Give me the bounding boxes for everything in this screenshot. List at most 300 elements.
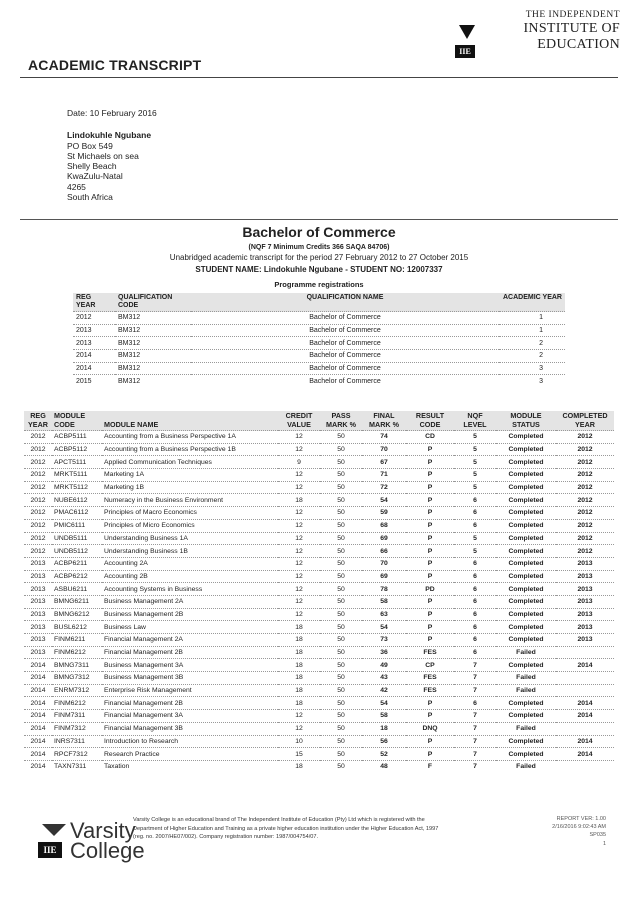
table-cell: 9 bbox=[278, 456, 320, 469]
table-cell: Applied Communication Techniques bbox=[102, 456, 278, 469]
table-row bbox=[73, 324, 565, 337]
table-cell: 2013 bbox=[24, 570, 52, 583]
table-cell: BUSL6212 bbox=[52, 621, 102, 634]
table-cell: Completed bbox=[496, 519, 556, 532]
table-cell: Bachelor of Commerce bbox=[191, 324, 499, 337]
table-cell: Completed bbox=[496, 545, 556, 558]
table-row bbox=[24, 595, 614, 608]
table-cell: 12 bbox=[278, 570, 320, 583]
page-number: 1 bbox=[602, 840, 606, 847]
table-cell: ACBP6212 bbox=[52, 570, 102, 583]
table-cell: 50 bbox=[320, 545, 362, 558]
table-cell: BMNG6211 bbox=[52, 595, 102, 608]
table-cell: P bbox=[406, 748, 454, 761]
table-cell: 2013 bbox=[24, 646, 52, 659]
table-cell: 12 bbox=[278, 481, 320, 494]
table-cell: P bbox=[406, 545, 454, 558]
table-cell: 2014 bbox=[556, 748, 614, 761]
table-cell: 2014 bbox=[556, 659, 614, 672]
table-cell: 2012 bbox=[24, 494, 52, 507]
table-cell: 50 bbox=[320, 659, 362, 672]
table-cell: Financial Management 2B bbox=[102, 697, 278, 710]
table-cell: 5 bbox=[454, 545, 496, 558]
col-completed: COMPLETED YEAR bbox=[556, 411, 614, 431]
table-cell: 6 bbox=[454, 583, 496, 596]
table-cell: 7 bbox=[454, 672, 496, 685]
table-cell: 12 bbox=[278, 557, 320, 570]
table-cell: Principles of Macro Economics bbox=[102, 507, 278, 520]
table-cell: Failed bbox=[496, 760, 556, 772]
table-cell: P bbox=[406, 494, 454, 507]
table-cell: 18 bbox=[278, 659, 320, 672]
table-cell: 58 bbox=[362, 595, 406, 608]
table-cell: Understanding Business 1B bbox=[102, 545, 278, 558]
table-cell: Accounting from a Business Perspective 1A bbox=[102, 431, 278, 444]
table-cell: INRS7311 bbox=[52, 735, 102, 748]
section-divider bbox=[20, 219, 618, 220]
table-row bbox=[73, 337, 565, 350]
table-cell: 18 bbox=[278, 646, 320, 659]
table-cell: 12 bbox=[278, 431, 320, 444]
table-row bbox=[24, 456, 614, 469]
table-cell: CP bbox=[406, 659, 454, 672]
table-cell: Bachelor of Commerce bbox=[191, 350, 499, 363]
table-cell: Failed bbox=[496, 646, 556, 659]
logo-line-2: INSTITUTE OF bbox=[523, 21, 620, 36]
table-cell: 2014 bbox=[24, 722, 52, 735]
table-cell: 2014 bbox=[24, 710, 52, 723]
table-cell: Completed bbox=[496, 595, 556, 608]
report-info bbox=[552, 815, 606, 848]
table-cell: Completed bbox=[496, 431, 556, 444]
table-cell: 78 bbox=[362, 583, 406, 596]
table-cell: 2012 bbox=[24, 456, 52, 469]
table-cell: Financial Management 2B bbox=[102, 646, 278, 659]
report-version: REPORT VER: 1.00 bbox=[556, 816, 606, 822]
table-cell: 15 bbox=[278, 748, 320, 761]
table-cell: 2013 bbox=[556, 634, 614, 647]
table-cell: Introduction to Research bbox=[102, 735, 278, 748]
table-cell: 2013 bbox=[24, 557, 52, 570]
table-cell: 5 bbox=[454, 532, 496, 545]
table-cell: 50 bbox=[320, 519, 362, 532]
table-cell: P bbox=[406, 456, 454, 469]
table-cell: Completed bbox=[496, 443, 556, 456]
table-cell: Business Management 3A bbox=[102, 659, 278, 672]
table-cell: 59 bbox=[362, 507, 406, 520]
table-cell: P bbox=[406, 621, 454, 634]
table-cell: UNDB5112 bbox=[52, 545, 102, 558]
table-cell: 6 bbox=[454, 507, 496, 520]
table-cell: Business Management 2A bbox=[102, 595, 278, 608]
col-reg-year: REG YEAR bbox=[24, 411, 52, 431]
table-row bbox=[24, 760, 614, 772]
table-cell: 2012 bbox=[556, 507, 614, 520]
table-row bbox=[73, 312, 565, 325]
table-cell: Accounting 2A bbox=[102, 557, 278, 570]
table-cell: 7 bbox=[454, 684, 496, 697]
table-cell: 5 bbox=[454, 443, 496, 456]
table-cell: 12 bbox=[278, 583, 320, 596]
table-cell: 7 bbox=[454, 722, 496, 735]
table-cell: 2012 bbox=[556, 481, 614, 494]
table-cell: 48 bbox=[362, 760, 406, 772]
table-cell: 42 bbox=[362, 684, 406, 697]
table-cell: 6 bbox=[454, 646, 496, 659]
table-row bbox=[73, 362, 565, 375]
table-cell: 12 bbox=[278, 532, 320, 545]
letter-date: Date: 10 February 2016 bbox=[67, 108, 157, 118]
table-cell: P bbox=[406, 608, 454, 621]
table-row bbox=[24, 494, 614, 507]
logo-line-1: THE INDEPENDENT bbox=[525, 10, 620, 20]
col-credit: CREDIT VALUE bbox=[278, 411, 320, 431]
table-cell: 50 bbox=[320, 608, 362, 621]
table-row bbox=[24, 672, 614, 685]
table-cell: Completed bbox=[496, 659, 556, 672]
table-cell: Numeracy in the Business Environment bbox=[102, 494, 278, 507]
programme-table bbox=[73, 293, 565, 387]
brand-line-2: College bbox=[70, 838, 145, 863]
table-cell: 1 bbox=[499, 324, 565, 337]
table-cell: 12 bbox=[278, 469, 320, 482]
table-cell: Completed bbox=[496, 710, 556, 723]
table-cell: 50 bbox=[320, 494, 362, 507]
table-cell: 18 bbox=[278, 697, 320, 710]
iie-badge: IIE bbox=[455, 45, 475, 58]
table-cell: 63 bbox=[362, 608, 406, 621]
table-row bbox=[24, 583, 614, 596]
col-nqf: NQF LEVEL bbox=[454, 411, 496, 431]
table-row bbox=[24, 431, 614, 444]
table-cell: 12 bbox=[278, 608, 320, 621]
table-cell: 2013 bbox=[24, 621, 52, 634]
table-cell: 2012 bbox=[24, 443, 52, 456]
table-cell: 2012 bbox=[556, 545, 614, 558]
table-cell: 2013 bbox=[556, 570, 614, 583]
table-cell: Financial Management 3A bbox=[102, 710, 278, 723]
table-cell: FINM6212 bbox=[52, 646, 102, 659]
table-cell: 12 bbox=[278, 545, 320, 558]
table-cell: 6 bbox=[454, 494, 496, 507]
table-cell: 70 bbox=[362, 443, 406, 456]
table-cell: Business Management 3B bbox=[102, 672, 278, 685]
table-cell: 74 bbox=[362, 431, 406, 444]
table-cell: 69 bbox=[362, 532, 406, 545]
table-cell: 2014 bbox=[556, 710, 614, 723]
table-cell: 54 bbox=[362, 621, 406, 634]
table-cell: 68 bbox=[362, 519, 406, 532]
table-cell: 7 bbox=[454, 760, 496, 772]
table-cell: BM312 bbox=[115, 337, 191, 350]
table-cell: P bbox=[406, 507, 454, 520]
table-row bbox=[24, 735, 614, 748]
table-cell: MRKT5112 bbox=[52, 481, 102, 494]
table-cell: 2012 bbox=[73, 312, 115, 325]
table-cell: 2013 bbox=[24, 595, 52, 608]
table-row bbox=[24, 748, 614, 761]
table-cell: 2014 bbox=[73, 362, 115, 375]
table-cell: 5 bbox=[454, 456, 496, 469]
table-cell: 50 bbox=[320, 735, 362, 748]
table-cell: 7 bbox=[454, 710, 496, 723]
table-cell: 50 bbox=[320, 532, 362, 545]
title-divider bbox=[20, 77, 618, 78]
table-cell: 50 bbox=[320, 684, 362, 697]
table-cell: Understanding Business 1A bbox=[102, 532, 278, 545]
iie-badge: IIE bbox=[38, 842, 62, 858]
table-cell: APCT5111 bbox=[52, 456, 102, 469]
table-cell: 50 bbox=[320, 431, 362, 444]
col-acad-year: ACADEMIC YEAR bbox=[499, 293, 565, 312]
table-cell: CD bbox=[406, 431, 454, 444]
table-cell: ASBU6211 bbox=[52, 583, 102, 596]
arrow-icon bbox=[42, 824, 66, 836]
nqf-info: (NQF 7 Minimum Credits 366 SAQA 84706) bbox=[248, 244, 390, 251]
logo-line-3: EDUCATION bbox=[537, 37, 620, 52]
table-cell: 2015 bbox=[73, 375, 115, 387]
table-cell: Enterprise Risk Management bbox=[102, 684, 278, 697]
table-cell: ACBP5112 bbox=[52, 443, 102, 456]
table-cell: 6 bbox=[454, 595, 496, 608]
table-row bbox=[24, 469, 614, 482]
table-cell: 50 bbox=[320, 456, 362, 469]
table-cell: Business Law bbox=[102, 621, 278, 634]
table-cell: 50 bbox=[320, 557, 362, 570]
table-cell: 2014 bbox=[24, 760, 52, 772]
table-cell: 18 bbox=[362, 722, 406, 735]
table-cell: 2012 bbox=[24, 507, 52, 520]
table-cell: 12 bbox=[278, 710, 320, 723]
table-cell: 2012 bbox=[24, 519, 52, 532]
table-cell: 2012 bbox=[556, 519, 614, 532]
table-row bbox=[24, 519, 614, 532]
table-cell: ENRM7312 bbox=[52, 684, 102, 697]
table-cell: 2013 bbox=[556, 595, 614, 608]
degree-title: Bachelor of Commerce bbox=[242, 224, 396, 240]
table-cell: 1 bbox=[499, 312, 565, 325]
table-cell: FES bbox=[406, 672, 454, 685]
table-cell: 50 bbox=[320, 722, 362, 735]
table-cell: Bachelor of Commerce bbox=[191, 312, 499, 325]
table-cell: 2013 bbox=[24, 583, 52, 596]
table-cell: 50 bbox=[320, 672, 362, 685]
table-cell: FINM6212 bbox=[52, 697, 102, 710]
table-cell: FES bbox=[406, 684, 454, 697]
table-cell: 6 bbox=[454, 697, 496, 710]
table-cell: Failed bbox=[496, 672, 556, 685]
table-cell: Completed bbox=[496, 621, 556, 634]
table-cell: BM312 bbox=[115, 312, 191, 325]
legal-disclaimer: Varsity College is an educational brand of The Independent Institute of Education (Pty) Ltd which is registered with the Department of Higher Education and Training as a private higher education institution under the Higher Education Act, 1997 (reg. no. 2007/HE07/002). Company registration number: 1987/004754/07. bbox=[133, 817, 439, 840]
table-cell: 50 bbox=[320, 507, 362, 520]
iie-logo bbox=[455, 10, 620, 58]
table-cell: 50 bbox=[320, 697, 362, 710]
table-cell: Research Practice bbox=[102, 748, 278, 761]
address-line: Shelly Beach bbox=[67, 161, 117, 172]
table-row bbox=[24, 684, 614, 697]
table-row bbox=[24, 608, 614, 621]
table-row bbox=[24, 646, 614, 659]
table-cell: TAXN7311 bbox=[52, 760, 102, 772]
table-cell: DNQ bbox=[406, 722, 454, 735]
table-cell: Completed bbox=[496, 557, 556, 570]
table-cell: Financial Management 3B bbox=[102, 722, 278, 735]
table-row bbox=[24, 697, 614, 710]
table-cell: 69 bbox=[362, 570, 406, 583]
table-cell: 2013 bbox=[73, 324, 115, 337]
address-line: PO Box 549 bbox=[67, 140, 113, 151]
table-cell: P bbox=[406, 570, 454, 583]
table-cell: 2013 bbox=[556, 583, 614, 596]
table-cell: 2012 bbox=[556, 431, 614, 444]
table-cell: 43 bbox=[362, 672, 406, 685]
table-cell: 50 bbox=[320, 469, 362, 482]
table-cell: Completed bbox=[496, 570, 556, 583]
brand-line-1: Varsity bbox=[70, 818, 136, 843]
table-cell: PMAC6112 bbox=[52, 507, 102, 520]
table-cell: 54 bbox=[362, 697, 406, 710]
table-cell: NUBE6112 bbox=[52, 494, 102, 507]
table-cell: BM312 bbox=[115, 324, 191, 337]
table-cell: 6 bbox=[454, 519, 496, 532]
table-cell: 18 bbox=[278, 684, 320, 697]
table-cell bbox=[556, 722, 614, 735]
table-cell: 2012 bbox=[556, 494, 614, 507]
col-module-code: MODULE CODE bbox=[52, 411, 102, 431]
table-cell: Financial Management 2A bbox=[102, 634, 278, 647]
table-cell: P bbox=[406, 443, 454, 456]
table-cell: 2013 bbox=[24, 634, 52, 647]
table-row bbox=[73, 350, 565, 363]
table-cell: 5 bbox=[454, 431, 496, 444]
table-cell: P bbox=[406, 519, 454, 532]
table-row bbox=[24, 634, 614, 647]
table-cell: 70 bbox=[362, 557, 406, 570]
table-cell: BM312 bbox=[115, 350, 191, 363]
table-cell: 2014 bbox=[556, 697, 614, 710]
table-cell: Completed bbox=[496, 532, 556, 545]
table-cell: Failed bbox=[496, 684, 556, 697]
table-cell: 2013 bbox=[73, 337, 115, 350]
report-timestamp: 2/16/2016 9:02:43 AM bbox=[552, 824, 606, 831]
table-cell: 36 bbox=[362, 646, 406, 659]
table-cell: 50 bbox=[320, 760, 362, 772]
table-cell: P bbox=[406, 532, 454, 545]
table-cell: 50 bbox=[320, 595, 362, 608]
table-cell: 50 bbox=[320, 748, 362, 761]
table-cell: Failed bbox=[496, 722, 556, 735]
table-cell: FES bbox=[406, 646, 454, 659]
table-cell: 2 bbox=[499, 350, 565, 363]
table-row bbox=[24, 710, 614, 723]
table-row bbox=[24, 481, 614, 494]
col-final-mark: FINAL MARK % bbox=[362, 411, 406, 431]
table-row bbox=[24, 443, 614, 456]
module-table bbox=[24, 411, 614, 773]
student-info: STUDENT NAME: Lindokuhle Ngubane - STUDENT NO: 12007337 bbox=[195, 265, 443, 274]
table-cell: Completed bbox=[496, 507, 556, 520]
table-cell: Marketing 1B bbox=[102, 481, 278, 494]
table-cell: P bbox=[406, 481, 454, 494]
table-cell: 50 bbox=[320, 621, 362, 634]
table-cell: 50 bbox=[320, 634, 362, 647]
table-cell: 2014 bbox=[73, 350, 115, 363]
table-cell: 18 bbox=[278, 621, 320, 634]
table-cell: 2014 bbox=[24, 748, 52, 761]
table-cell: Completed bbox=[496, 469, 556, 482]
col-module-name: MODULE NAME bbox=[102, 411, 278, 431]
table-row bbox=[73, 375, 565, 387]
address-line: 4265 bbox=[67, 181, 86, 192]
table-cell: BMNG7311 bbox=[52, 659, 102, 672]
address-line: South Africa bbox=[67, 192, 113, 203]
table-cell: Completed bbox=[496, 748, 556, 761]
table-cell: 50 bbox=[320, 646, 362, 659]
table-cell: Business Management 2B bbox=[102, 608, 278, 621]
table-cell: 7 bbox=[454, 659, 496, 672]
table-cell: 5 bbox=[454, 481, 496, 494]
table-cell: 2014 bbox=[24, 672, 52, 685]
table-cell: 66 bbox=[362, 545, 406, 558]
table-cell: MRKT5111 bbox=[52, 469, 102, 482]
table-cell: 6 bbox=[454, 634, 496, 647]
table-cell: 2012 bbox=[556, 456, 614, 469]
table-cell: 18 bbox=[278, 634, 320, 647]
table-cell: P bbox=[406, 735, 454, 748]
table-cell: UNDB5111 bbox=[52, 532, 102, 545]
table-cell: 2014 bbox=[24, 684, 52, 697]
table-cell: BMNG7312 bbox=[52, 672, 102, 685]
table-cell: Completed bbox=[496, 583, 556, 596]
table-cell: 5 bbox=[454, 469, 496, 482]
address-line: KwaZulu-Natal bbox=[67, 171, 123, 182]
table-cell: BMNG6212 bbox=[52, 608, 102, 621]
table-cell: 54 bbox=[362, 494, 406, 507]
table-cell: 56 bbox=[362, 735, 406, 748]
table-cell: 71 bbox=[362, 469, 406, 482]
table-cell: 2013 bbox=[556, 621, 614, 634]
table-cell: 73 bbox=[362, 634, 406, 647]
table-cell: 2013 bbox=[556, 608, 614, 621]
table-cell: 6 bbox=[454, 621, 496, 634]
table-cell: 2013 bbox=[24, 608, 52, 621]
table-cell: 7 bbox=[454, 748, 496, 761]
table-cell: PMIC6111 bbox=[52, 519, 102, 532]
table-cell: 12 bbox=[278, 722, 320, 735]
table-cell: Completed bbox=[496, 735, 556, 748]
table-cell: 18 bbox=[278, 760, 320, 772]
table-row bbox=[24, 659, 614, 672]
table-cell: 3 bbox=[499, 362, 565, 375]
table-row bbox=[24, 507, 614, 520]
table-cell: 50 bbox=[320, 443, 362, 456]
varsity-college-logo bbox=[30, 818, 145, 863]
table-cell: 2012 bbox=[24, 545, 52, 558]
table-row bbox=[24, 557, 614, 570]
table-cell: 2 bbox=[499, 337, 565, 350]
table-cell: 2012 bbox=[24, 469, 52, 482]
table-cell: 50 bbox=[320, 570, 362, 583]
table-cell: Completed bbox=[496, 634, 556, 647]
table-cell: Completed bbox=[496, 697, 556, 710]
col-result: RESULT CODE bbox=[406, 411, 454, 431]
table-cell: Accounting 2B bbox=[102, 570, 278, 583]
table-cell: Principles of Micro Economics bbox=[102, 519, 278, 532]
col-status: MODULE STATUS bbox=[496, 411, 556, 431]
table-cell: 6 bbox=[454, 557, 496, 570]
table-cell: 50 bbox=[320, 583, 362, 596]
